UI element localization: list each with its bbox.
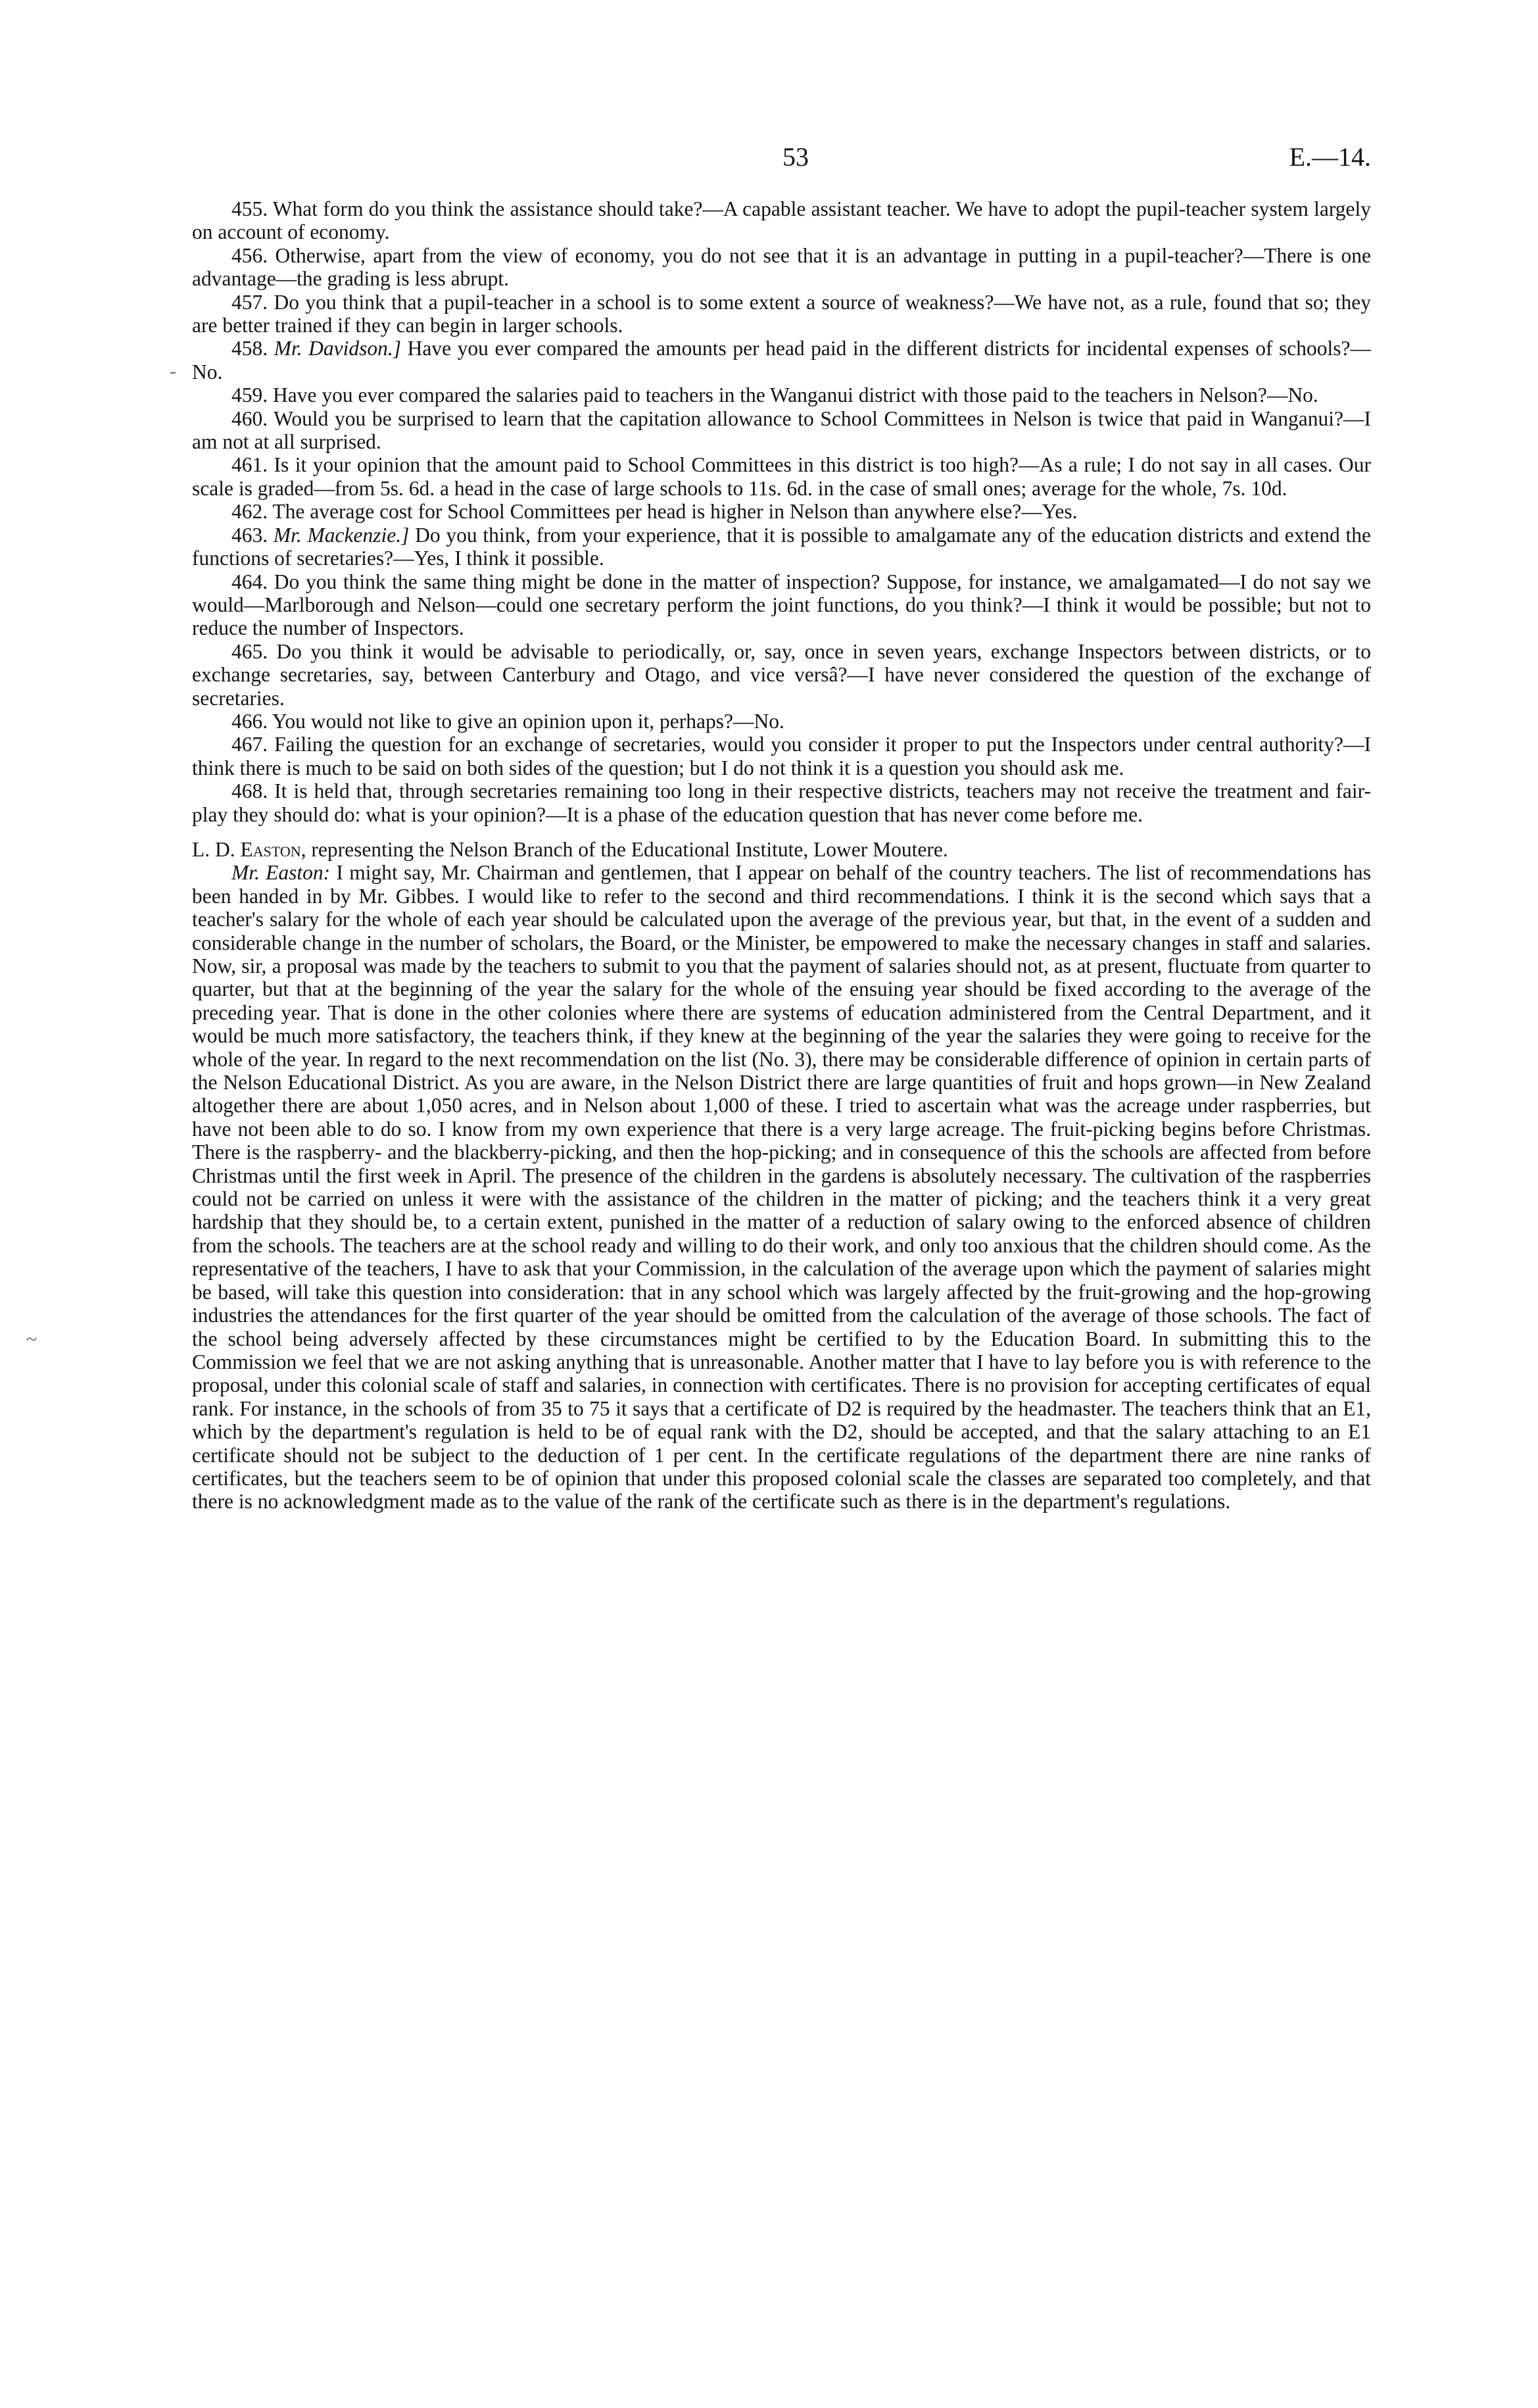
paragraph-speaker: Mr. Davidson.]: [274, 337, 402, 360]
question-paragraph: [192, 453, 1371, 500]
statement-text: I might say, Mr. Chairman and gentlemen, that I appear on behalf of the country teachers. The list of recommendations has been handed in by Mr. Gibbes. I would like to refer to the second and third recommendations. I think it is the second which says that a teacher's salary for the whole of each year should be calculated upon the average of the previous year, but that, in the event of a sudden and considerable change in the number of scholars, the Board, or the Minister, be empowered to make the necessary changes in staff and salaries. Now, sir, a proposal was made by the teachers to submit to you that the payment of salaries should not, as at present, fluctuate from quarter to quarter, but that at the beginning of the year the salary for the whole of the ensuing year should be fixed according to the average of the preceding year. That is done in the other colonies where there are systems of education administered from the Central Department, and it would be much more satisfactory, the teachers think, if they knew at the beginning of the year the salaries they were going to receive for the whole of the year. In regard to the next recommendation on the list (No. 3), there may be considerable difference of opinion in certain parts of the Nelson Educational District. As you are aware, in the Nelson District there are large quantities of fruit and hops grown—in New Zealand altogether there are about 1,050 acres, and in Nelson about 1,000 of these. I tried to ascertain what was the acreage under raspberries, but have not been able to do so. I know from my own experience that there is a very large acreage. The fruit-picking begins before Christmas. There is the raspberry- and the blackberry-picking, and then the hop-picking; and in consequence of this the schools are affected from before Christmas until the first week in April. The presence of the children in the gardens is absolutely necessary. The cultivation of the raspberries could not be carried on unless it were with the assistance of the children in the matter of picking; and the teachers think it a very great hardship that they should be, to a certain extent, punished in the matter of a reduction of salary owing to the enforced absence of children from the schools. The teachers are at the school ready and willing to do their work, and only too anxious that the children should come. As the representative of the teachers, I have to ask that your Commission, in the calculation of the average upon which the payment of salaries might be based, will take this question into consideration: that in any school which was largely affected by the fruit-growing and the hop-growing industries the attendances for the first quarter of the year should be omitted from the calculation of the average of those schools. The fact of the school being adversely affected by these circumstances might be certified to by the Education Board. In submitting this to the Commission we feel that we are not asking anything that is unreasonable. Another matter that I have to lay before you is with reference to the proposal, under this colonial scale of staff and salaries, in connection with certificates. There is no provision for accepting certificates of equal rank. For instance, in the schools of from 35 to 75 it says that a certificate of D2 is required by the headmaster. The teachers think that an E1, which by the department's regulation is held to be of equal rank with the D2, should be accepted, and that the salary attaching to an E1 certificate should not be subject to the deduction of 1 per cent. In the certificate regulations of the department there are nine ranks of certificates, but the teachers seem to be of opinion that under this proposed colonial scale the classes are separated too completely, and that there is no acknowledgment made as to the value of the rank of the certificate such as there is in the department's regulations.: [192, 861, 1372, 1513]
paragraph-text: 461. Is it your opinion that the amount paid to School Committees in this district is too high?—As a rule; I do not say in all cases. Our scale is graded—from 5s. 6d. a head in the case of large schools to 11s. 6d. in the case of small ones; average for the whole, 7s. 10d.: [192, 453, 1371, 500]
paragraph-text: Do you think, from your experience, that it is possible to amalgamate any of the education districts and extend the functions of secretaries?—Yes, I think it possible.: [192, 523, 1372, 570]
question-paragraph: [192, 291, 1371, 337]
question-paragraph: [192, 524, 1371, 570]
question-paragraph: [192, 733, 1371, 779]
paragraph-text: 460. Would you be surprised to learn that the capitation allowance to School Committees in Nelson is twice that paid in Wanganui?—I am not at all surprised.: [192, 406, 1371, 454]
paragraph-text: Have you ever compared the amounts per head paid in the different districts for incidental expenses of schools?—No.: [192, 337, 1371, 383]
paragraph-text: 465. Do you think it would be advisable to periodically, or, say, once in seven years, exchange Inspectors between districts, or to exchange secretaries, say, between Canterbury and Otago, and vice versâ?—I have never considered the question of the exchange of secretaries.: [192, 639, 1371, 710]
series-code: E.—14.: [1289, 142, 1371, 172]
paragraph-text: 455. What form do you think the assistance should take?—A capable assistant teacher. We have to adopt the pupil-teacher system largely on account of economy.: [192, 197, 1371, 244]
witness-heading: [192, 838, 1371, 861]
paragraph-text: 466. You would not like to give an opinion upon it, perhaps?—No.: [231, 709, 784, 733]
question-paragraph: [192, 640, 1371, 710]
question-paragraph: [192, 337, 1371, 383]
paragraph-number: 463.: [231, 523, 274, 547]
page-header: [0, 141, 1538, 181]
margin-mark: -: [170, 360, 176, 382]
paragraph-text: 464. Do you think the same thing might be done in the matter of inspection? Suppose, for instance, we amalgamated—I do not say we would—Marlborough and Nelson—could one secretary perform the joint functions, do you think?—I think it would be possible; but not to reduce the number of Inspectors.: [192, 570, 1371, 640]
paragraph-text: 462. The average cost for School Committees per head is higher in Nelson than anywhere else?—Yes.: [231, 500, 1078, 524]
margin-mark: ~: [26, 1329, 37, 1350]
question-list: [192, 197, 1371, 826]
paragraph-number: 458.: [231, 337, 274, 360]
question-paragraph: [192, 197, 1371, 244]
page-number: 53: [782, 142, 809, 172]
question-paragraph: [192, 383, 1371, 406]
page-body: [192, 197, 1371, 1513]
question-paragraph: [192, 570, 1371, 640]
question-paragraph: [192, 500, 1371, 523]
question-paragraph: [192, 244, 1371, 291]
question-paragraph: [192, 710, 1371, 733]
witness-description: , representing the Nelson Branch of the Educational Institute, Lower Moutere.: [300, 837, 948, 861]
question-paragraph: [192, 407, 1371, 454]
paragraph-text: 468. It is held that, through secretaries remaining too long in their respective districts, teachers may not receive the treatment and fair-play they should do: what is your opinion?—It is a phase of the education question that has never come before me.: [192, 779, 1371, 826]
witness-statement: [192, 861, 1371, 1513]
question-paragraph: [192, 779, 1371, 826]
paragraph-text: 467. Failing the question for an exchange of secretaries, would you consider it proper to put the Inspectors under central authority?—I think there is much to be said on both sides of the question; but I do not think it is a question you should ask me.: [192, 733, 1371, 779]
statement-speaker: Mr. Easton:: [231, 861, 331, 885]
paragraph-text: 456. Otherwise, apart from the view of economy, you do not see that it is an advantage in putting in a pupil-teacher?—There is one advantage—the grading is less abrupt.: [192, 243, 1371, 291]
witness-name: L. D. Easton: [192, 837, 301, 861]
paragraph-speaker: Mr. Mackenzie.]: [273, 523, 410, 547]
paragraph-text: 459. Have you ever compared the salaries paid to teachers in the Wanganui district with those paid to the teachers in Nelson?—No.: [231, 383, 1318, 407]
paragraph-text: 457. Do you think that a pupil-teacher in a school is to some extent a source of weakness?—We have not, as a rule, found that so; they are better trained if they can begin in larger schools.: [192, 290, 1371, 337]
